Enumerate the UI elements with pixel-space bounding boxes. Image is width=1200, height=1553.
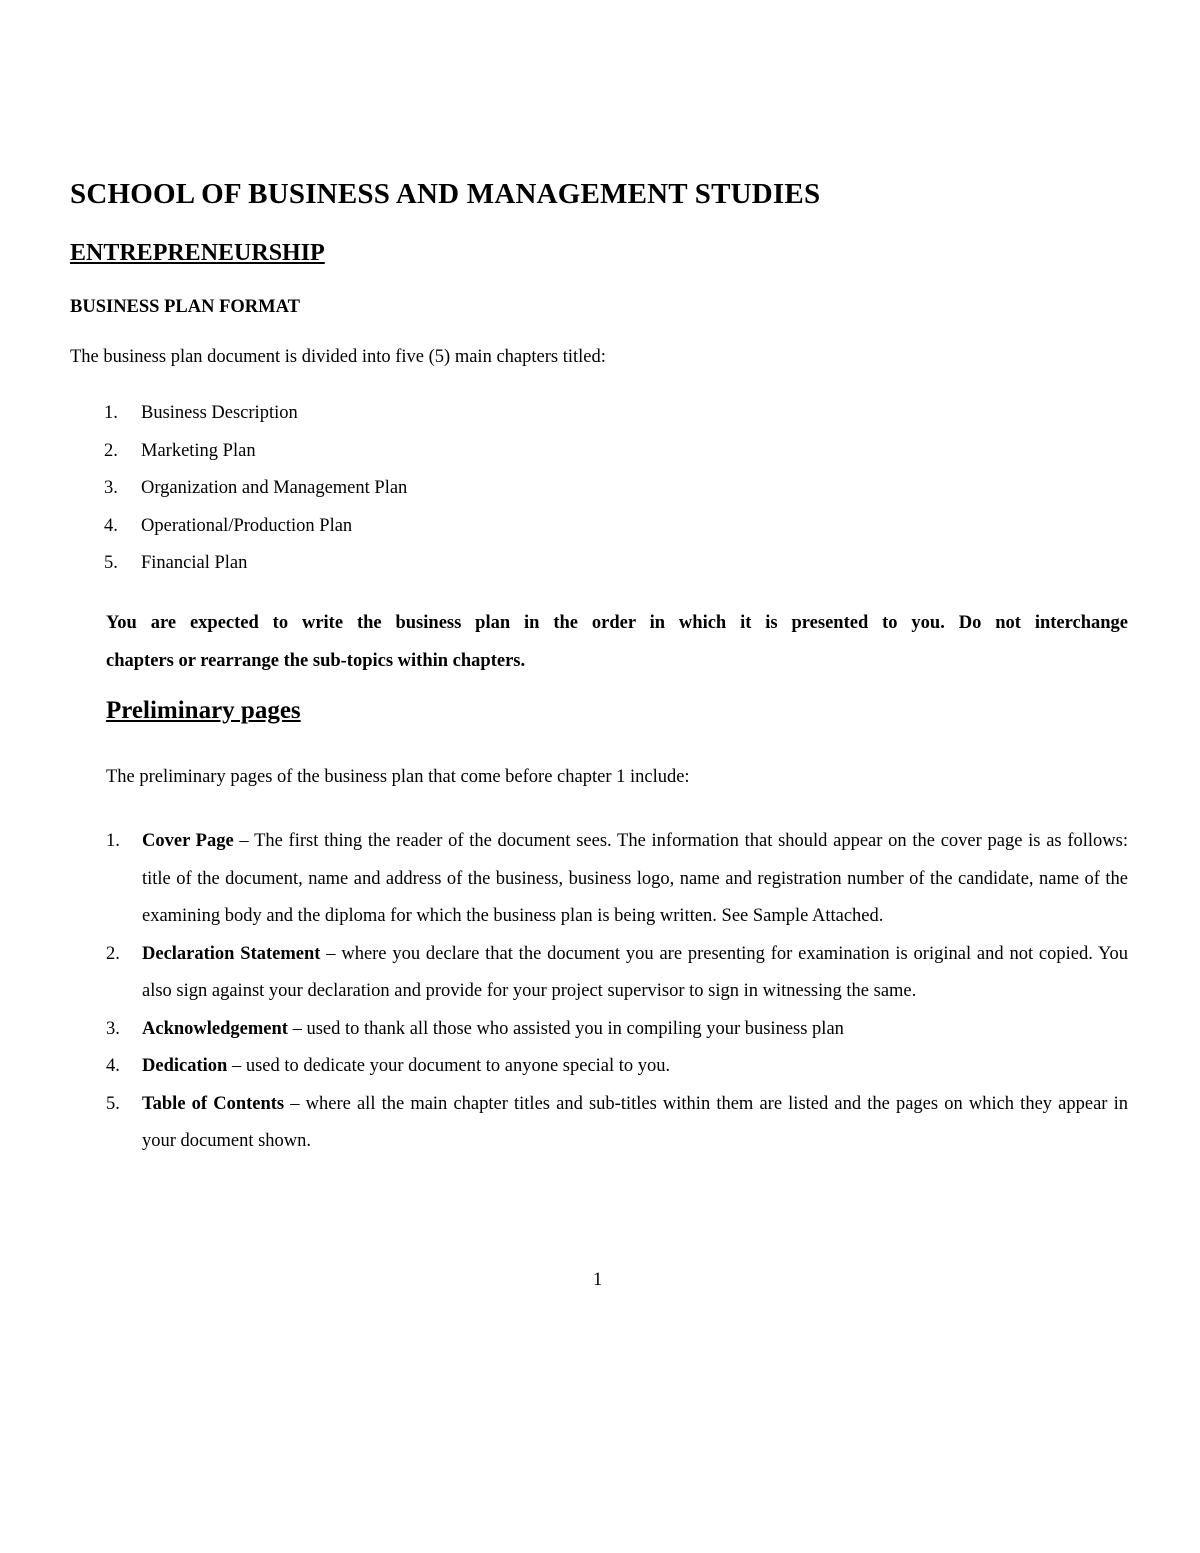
list-number: 2. (104, 440, 118, 461)
chapter-label: Marketing Plan (141, 440, 256, 461)
item-separator: – (233, 831, 255, 851)
chapter-label: Financial Plan (141, 553, 248, 573)
item-text: where all the main chapter titles and sub-titles within them are listed and the pages on which they appear in your document shown. (142, 1093, 1128, 1151)
item-separator: – (320, 943, 342, 964)
preliminary-heading: Preliminary pages (106, 697, 301, 724)
item-text: used to thank all those who assisted you in compiling your business plan (306, 1018, 844, 1039)
chapter-label: Organization and Management Plan (141, 478, 408, 498)
chapters-intro: The business plan document is divided into five (5) main chapters titled: (70, 347, 606, 367)
preliminary-list (106, 823, 1128, 1161)
list-number: 5. (104, 553, 118, 573)
item-text: where you declare that the document you are presenting for examination is original and not copied. You also sign against your declaration and provide for your project supervisor to sign in witnessing the same. (142, 943, 1128, 1001)
preliminary-intro: The preliminary pages of the business plan that come before chapter 1 include: (106, 767, 690, 787)
list-number: 3. (104, 478, 118, 498)
list-item (106, 1011, 1128, 1049)
list-item-body (142, 1086, 1128, 1161)
list-item-body (142, 936, 1128, 1011)
item-text: The first thing the reader of the document sees. The information that should appear on the cover page is as follows: title of the document, name and address of the business, business logo, name and registration number of the candidate, name of the examining body and the diploma for which the business plan is being written. See Sample Attached. (142, 831, 1128, 926)
list-number: 4. (106, 1056, 120, 1076)
list-number: 3. (106, 1018, 120, 1039)
item-term: Declaration Statement (142, 943, 321, 964)
list-number: 2. (106, 943, 120, 964)
list-item (106, 1086, 1128, 1161)
item-term: Acknowledgement (142, 1018, 288, 1039)
list-number: 1. (106, 831, 120, 851)
list-number: 4. (104, 515, 118, 536)
chapter-label: Operational/Production Plan (141, 515, 353, 536)
format-title: BUSINESS PLAN FORMAT (70, 297, 300, 317)
subject-heading: ENTREPRENEURSHIP (70, 240, 325, 266)
list-item-body (142, 1048, 1128, 1086)
item-separator: – (227, 1056, 246, 1076)
list-item (106, 823, 1128, 936)
school-title: SCHOOL OF BUSINESS AND MANAGEMENT STUDIES (70, 178, 821, 210)
item-term: Cover Page (142, 831, 234, 851)
item-term: Table of Contents (142, 1093, 285, 1114)
list-item (106, 936, 1128, 1011)
item-term: Dedication (142, 1056, 228, 1076)
list-number: 1. (104, 403, 118, 423)
item-separator: – (287, 1018, 307, 1039)
instruction-line-2: chapters or rearrange the sub-topics within chapters. (106, 650, 526, 671)
item-separator: – (284, 1093, 306, 1114)
list-item-body (142, 1011, 1128, 1049)
page-number: 1 (593, 1270, 603, 1290)
list-item (106, 1048, 1128, 1086)
instruction-paragraph (106, 605, 1128, 680)
item-text: used to dedicate your document to anyone special to you. (245, 1056, 671, 1076)
list-number: 5. (106, 1093, 120, 1114)
instruction-line-1: You are expected to write the business plan in the order in which it is presented to you. Do not interchange (106, 613, 1128, 633)
list-item-body (142, 823, 1128, 936)
chapter-label: Business Description (141, 403, 298, 423)
